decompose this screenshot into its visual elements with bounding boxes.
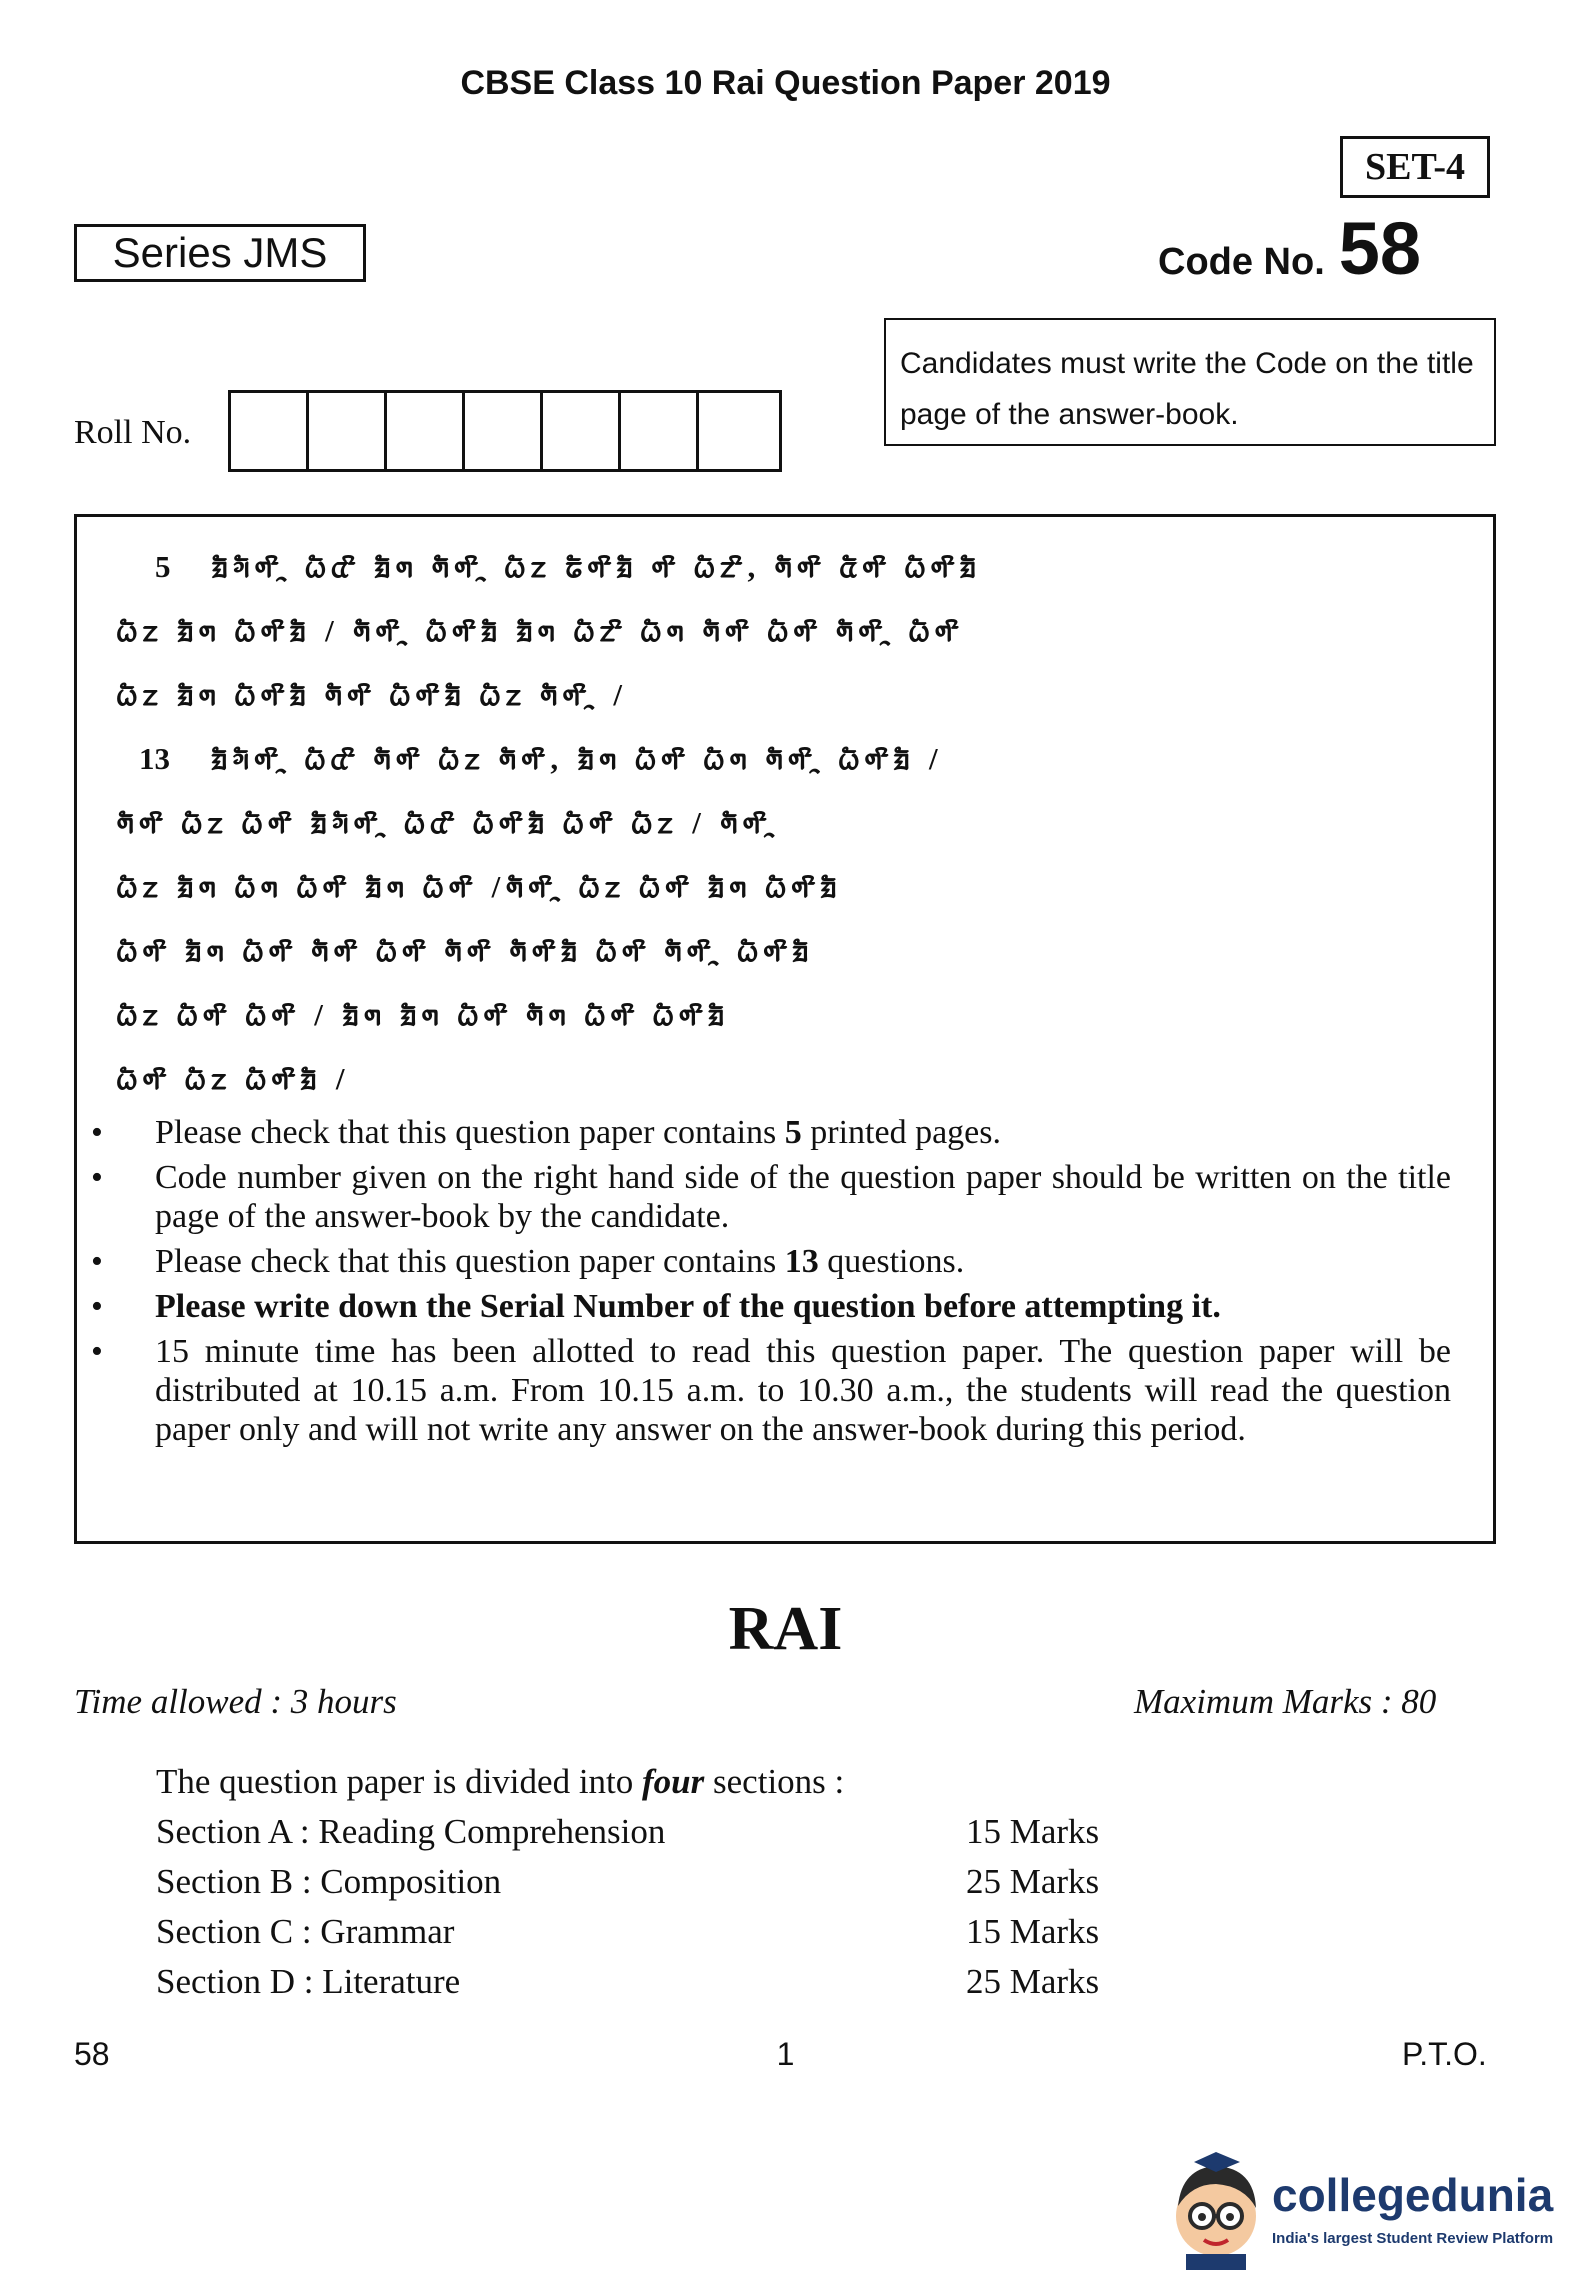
section-c-marks: 15 Marks <box>966 1912 1100 1951</box>
instruction-item <box>77 1242 1477 1281</box>
division-emphasis: four <box>642 1762 705 1801</box>
instruction-text: Please check that this question paper contains <box>155 1243 785 1280</box>
section-a-name: Section A : Reading Comprehension <box>156 1812 666 1851</box>
roll-cell[interactable] <box>309 393 387 469</box>
section-b-name: Section B : Composition <box>156 1862 502 1901</box>
maximum-marks: Maximum Marks : 80 <box>1134 1682 1437 1721</box>
rai-text: ᤐᤠᤁ ᤀᤠᤛ ᤐᤠᤛᤡᤀᤠ ᤛᤠᤛᤡ ᤐᤠᤛᤡᤀᤠ ᤐᤠᤁ ᤛᤠᤛᤡᤳ / <box>117 677 629 712</box>
logo-wordmark: collegedunia <box>1272 2169 1554 2221</box>
instruction-item <box>77 1287 1477 1326</box>
roll-cell[interactable] <box>543 393 621 469</box>
instruction-text: 15 minute time has been allotted to read this question paper. The question paper will be distributed at 10.15 a.m. From 10.15 a.m. to 10.30 a.m., the students will read the question paper only and will not write any answer on the answer-book during this period. <box>155 1333 1451 1448</box>
instruction-item <box>77 1332 1477 1449</box>
rai-text: ᤐᤠᤛᤡ ᤀᤠᤛ ᤐᤠᤛᤡ ᤛᤠᤛᤡ ᤐᤠᤛᤡ ᤛᤠᤛᤡ ᤛᤠᤛᤡᤀᤠ ᤐᤠᤛᤡ ᤛᤠᤛᤡᤳ ᤐᤠᤛᤡᤀᤠ <box>117 933 814 968</box>
rai-text: ᤀᤠᤆᤠᤛᤡᤳ ᤐᤠᤂᤡ ᤀᤠᤛ ᤛᤠᤛᤡᤳ ᤐᤠᤁ ᤒᤠᤛᤡᤀᤠ ᤛᤡ ᤐᤠᤁᤡ, ᤛᤠᤛᤡ ᤂᤠᤛᤡ ᤐᤠᤛᤡᤀᤠ <box>211 549 982 584</box>
rai-text: ᤐᤠᤁ ᤀᤠᤛ ᤐᤠᤛ ᤐᤠᤛᤡ ᤀᤠᤛ ᤐᤠᤛᤡ /ᤛᤠᤛᤡᤳ ᤐᤠᤁ ᤐᤠᤛᤡ ᤀᤠᤛ ᤐᤠᤛᤡᤀᤠ <box>117 869 843 904</box>
roll-label: Roll No. <box>74 414 192 451</box>
logo-tagline: India's largest Student Review Platform <box>1272 2230 1554 2247</box>
roll-cell[interactable] <box>699 393 779 469</box>
footer-code: 58 <box>74 2036 110 2072</box>
instruction-text: Code number given on the right hand side of the question paper should be written on the title page of the answer-book by the candidate. <box>155 1159 1451 1235</box>
instruction-text: 5 <box>784 1114 802 1151</box>
subject-title: RAI <box>728 1595 843 1663</box>
footer-page-number: 1 <box>776 2036 795 2072</box>
instruction-item <box>77 1113 1477 1152</box>
candidate-note: Candidates must write the Code on the title page of the answer-book. <box>884 318 1496 446</box>
code-value: 58 <box>1338 207 1422 290</box>
rai-para1-number: 5 <box>155 549 171 584</box>
division-after: sections : <box>704 1762 845 1801</box>
code-label: Code No. <box>1158 241 1325 283</box>
rai-para1-line <box>155 549 981 586</box>
roll-cell[interactable] <box>621 393 699 469</box>
footer-pto: P.T.O. <box>1402 2036 1487 2072</box>
rai-text: ᤛᤠᤛᤡ ᤐᤠᤁ ᤐᤠᤛᤡ ᤀᤠᤆᤠᤛᤡᤳ ᤐᤠᤂᤡ ᤐᤠᤛᤡᤀᤠ ᤐᤠᤛᤡ ᤐᤠᤁ / ᤛᤠᤛᤡᤳ <box>117 805 780 840</box>
instruction-text: Please write down the Serial Number of the question before attempting it. <box>155 1288 1221 1325</box>
section-a-marks: 15 Marks <box>966 1812 1100 1851</box>
division-before: The question paper is divided into <box>156 1762 643 1801</box>
roll-number-boxes[interactable] <box>228 390 782 472</box>
instructions-box <box>74 514 1496 1544</box>
instruction-item <box>77 1158 1477 1236</box>
roll-cell[interactable] <box>387 393 465 469</box>
series-badge: Series JMS <box>74 224 366 282</box>
rai-para2-number: 13 <box>139 741 170 776</box>
division-note <box>156 1762 844 1802</box>
instruction-text: Please check that this question paper contains <box>155 1114 785 1151</box>
instruction-text: questions. <box>818 1243 965 1280</box>
rai-text: ᤐᤠᤛᤡ ᤐᤠᤁ ᤐᤠᤛᤡᤀᤠ / <box>117 1061 351 1096</box>
paper-title: CBSE Class 10 Rai Question Paper 2019 <box>460 64 1111 102</box>
roll-cell[interactable] <box>231 393 309 469</box>
instruction-text: 13 <box>784 1243 819 1280</box>
rai-text: ᤀᤠᤆᤠᤛᤡᤳ ᤐᤠᤂᤡ ᤛᤠᤛᤡ ᤐᤠᤁ ᤛᤠᤛᤡ, ᤀᤠᤛ ᤐᤠᤛᤡ ᤐᤠᤛ ᤛᤠᤛᤡᤳ ᤐᤠᤛᤡᤀᤠ / <box>211 741 944 776</box>
code-number <box>1158 206 1421 291</box>
rai-para2-line <box>139 741 944 778</box>
roll-cell[interactable] <box>465 393 543 469</box>
instruction-text: printed pages. <box>801 1114 1001 1151</box>
section-c-name: Section C : Grammar <box>156 1912 455 1951</box>
set-badge: SET-4 <box>1340 136 1490 198</box>
section-b-marks: 25 Marks <box>966 1862 1100 1901</box>
rai-text: ᤐᤠᤁ ᤐᤠᤛᤡ ᤐᤠᤛᤡ / ᤀᤠᤛ ᤀᤠᤛ ᤐᤠᤛᤡ ᤛᤠᤛ ᤐᤠᤛᤡ ᤐᤠᤛᤡᤀᤠ <box>117 997 730 1032</box>
section-d-name: Section D : Literature <box>156 1962 461 2001</box>
time-allowed: Time allowed : 3 hours <box>74 1682 397 1721</box>
instruction-list <box>77 1113 1477 1455</box>
rai-text: ᤐᤠᤁ ᤀᤠᤛ ᤐᤠᤛᤡᤀᤠ / ᤛᤠᤛᤡᤳ ᤐᤠᤛᤡᤀᤠ ᤀᤠᤛ ᤐᤠᤁᤡ ᤐᤠᤛ ᤛᤠᤛᤡ ᤐᤠᤛᤡ ᤛᤠᤛᤡᤳ ᤐᤠᤛᤡ <box>117 613 964 648</box>
section-d-marks: 25 Marks <box>966 1962 1100 2001</box>
